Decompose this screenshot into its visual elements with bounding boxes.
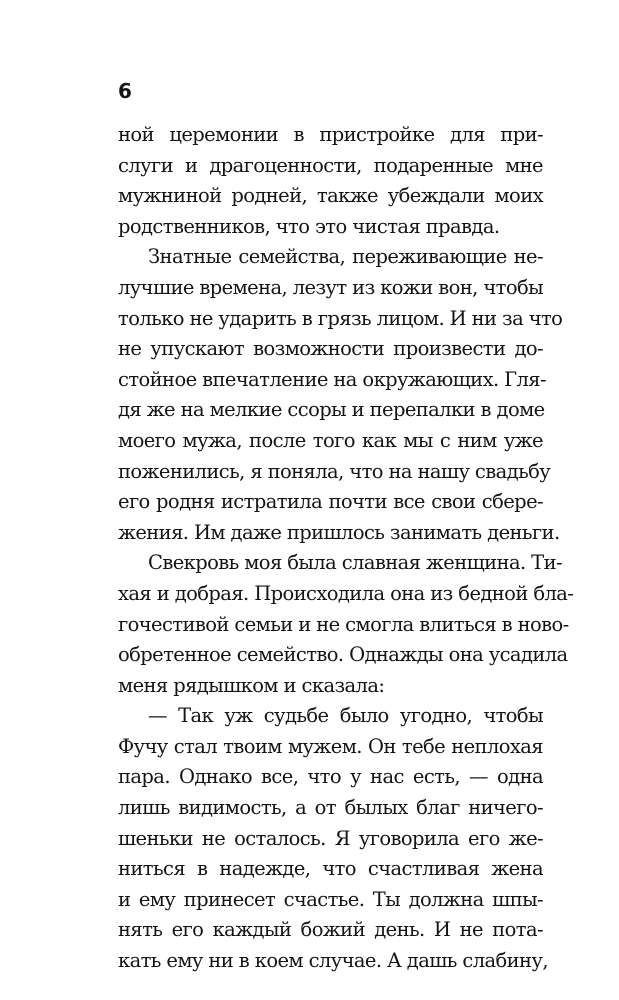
text-line: пара. Однако все, что у нас есть, — одна [118,765,543,789]
text-line: шеньки не осталось. Я уговорила его же- [118,826,543,850]
page-number: 6 [118,79,132,103]
text-line: и ему принесет счастье. Ты должна шпы- [118,887,543,911]
body-text [118,120,574,977]
text-line: лишь видимость, а от былых благ ничего- [118,796,543,820]
text-line: не упускают возможности произвести до- [118,337,543,361]
text-line: ниться в надежде, что счастливая жена [118,857,543,881]
paragraph-start-line: Свекровь моя была славная женщина. Ти- [148,551,562,575]
text-line: поженились, я поняла, что на нашу свадьбу [118,459,551,483]
text-line: моего мужа, после того как мы с ним уже [118,428,543,452]
text-line: гочестивой семьи и не смогла влиться в ново- [118,612,569,636]
text-line: только не ударить в грязь лицом. И ни за что [118,306,563,330]
text-line: его родня истратила почти все свои сбере- [118,490,543,514]
text-line: хая и добрая. Происходила она из бедной бла- [118,581,574,605]
paragraph-start-line: Знатные семейства, переживающие не- [148,245,543,269]
text-line: лучшие времена, лезут из кожи вон, чтобы [118,275,544,299]
text-line: кать ему ни в коем случае. А дашь слабину, [118,949,548,973]
text-line: обретенное семейство. Однажды она усадила [118,643,568,667]
text-line: дя же на мелкие ссоры и перепалки в доме [118,398,545,422]
text-line: Фучу стал твоим мужем. Он тебе неплохая [118,734,543,758]
text-line: стойное впечатление на окружающих. Гля- [118,367,546,391]
text-line: мужниной родней, также убеждали моих [118,184,543,208]
text-line: нять его каждый божий день. И не пота- [118,918,543,942]
text-line: жения. Им даже пришлось занимать деньги. [118,520,560,544]
paragraph-start-line: — Так уж судьбе было угодно, чтобы [148,704,543,728]
text-line: ной церемонии в пристройке для при- [118,123,543,146]
text-line: родственников, что это чистая правда. [118,214,500,238]
text-line: меня рядышком и сказала: [118,673,385,697]
text-line: слуги и драгоценности, подаренные мне [118,153,543,177]
